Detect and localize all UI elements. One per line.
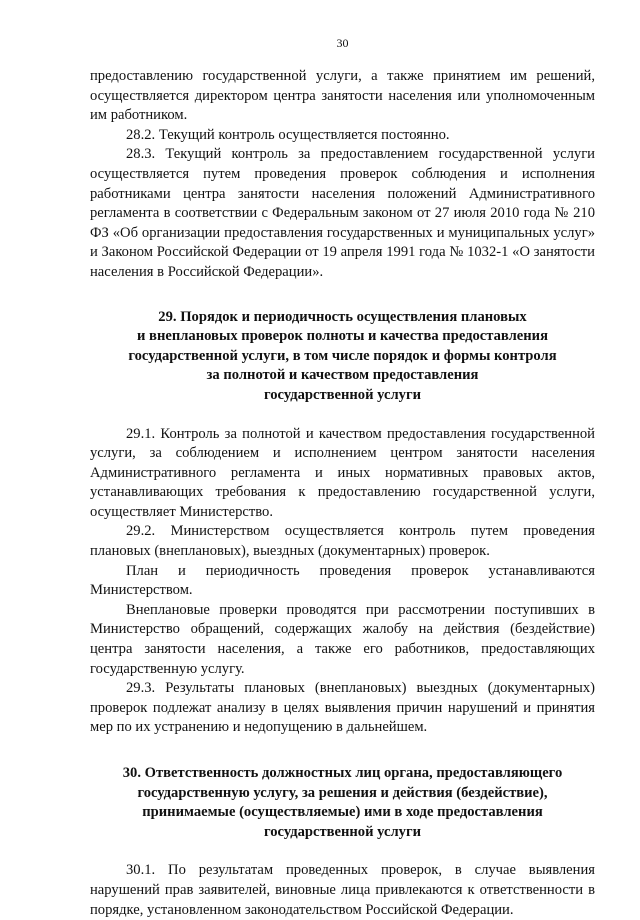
heading-line: за полнотой и качеством предоставления bbox=[206, 367, 479, 384]
heading-line: государственной услуги bbox=[263, 823, 422, 840]
heading-line: принимаемые (осуществляемые) ими в ходе предоставления bbox=[142, 804, 543, 821]
section-30-heading bbox=[90, 764, 595, 842]
page-number: 30 bbox=[336, 36, 349, 50]
paragraph-unplanned: Внеплановые проверки проводятся при рассмотрении поступивших в Министерство обращений, содержащих жалобу на действия (бездействие) центра занятости населения, а также его работников, предоставляющих государственную услугу. bbox=[90, 601, 595, 677]
heading-line: и внеплановых проверок полноты и качества предоставления bbox=[137, 328, 548, 345]
heading-line: государственной услуги, в том числе порядок и формы контроля bbox=[128, 347, 557, 364]
heading-line: 30. Ответственность должностных лиц органа, предоставляющего bbox=[122, 765, 563, 781]
section-29-heading bbox=[90, 308, 595, 406]
paragraph-29-1: 29.1. Контроль за полнотой и качеством предоставления государственной услуги, за соблюдением и исполнением центром занятости населения Административного регламента и иных нормативных правовых актов, устанавливающих требования к предоставлению государственной услуги, осуществляет Министерство. bbox=[90, 425, 595, 520]
paragraph-plan: План и периодичность проведения проверок устанавливаются Министерством. bbox=[90, 562, 595, 599]
heading-line: государственную услугу, за решения и действия (бездействие), bbox=[137, 784, 548, 801]
paragraph-29-3: 29.3. Результаты плановых (внеплановых) выездных (документарных) проверок подлежат анализу в целях выявления причин нарушений и принятия мер по их устранению и недопущению в дальнейшем. bbox=[90, 680, 595, 736]
document-page bbox=[90, 36, 595, 920]
heading-line: государственной услуги bbox=[263, 386, 422, 403]
heading-line: 29. Порядок и периодичность осуществления плановых bbox=[158, 308, 527, 325]
paragraph-continuation: предоставлению государственной услуги, а также принятием им решений, осуществляется директором центра занятости населения или уполномоченным им работником. bbox=[90, 68, 595, 124]
paragraph-29-2: 29.2. Министерством осуществляется контроль путем проведения плановых (внеплановых), выездных (документарных) проверок. bbox=[90, 523, 595, 560]
paragraph-30-1: 30.1. По результатам проведенных проверок, в случае выявления нарушений прав заявителей, виновные лица привлекаются к ответственности в порядке, установленном законодательством Российской Федерации. bbox=[90, 862, 595, 918]
paragraph-28-3: 28.3. Текущий контроль за предоставлением государственной услуги осуществляется путем проведения проверок соблюдения и исполнения работниками центра занятости населения положений Административного регламента в соответствии с Федеральным законом от 27 июля 2010 года № 210 ФЗ «Об организации предоставления государственных и муниципальных услуг» и Законом Российской Федерации от 19 апреля 1991 года № 1032-1 «О занятости населения в Российской Федерации». bbox=[90, 146, 595, 280]
paragraph-28-2: 28.2. Текущий контроль осуществляется постоянно. bbox=[126, 126, 450, 143]
